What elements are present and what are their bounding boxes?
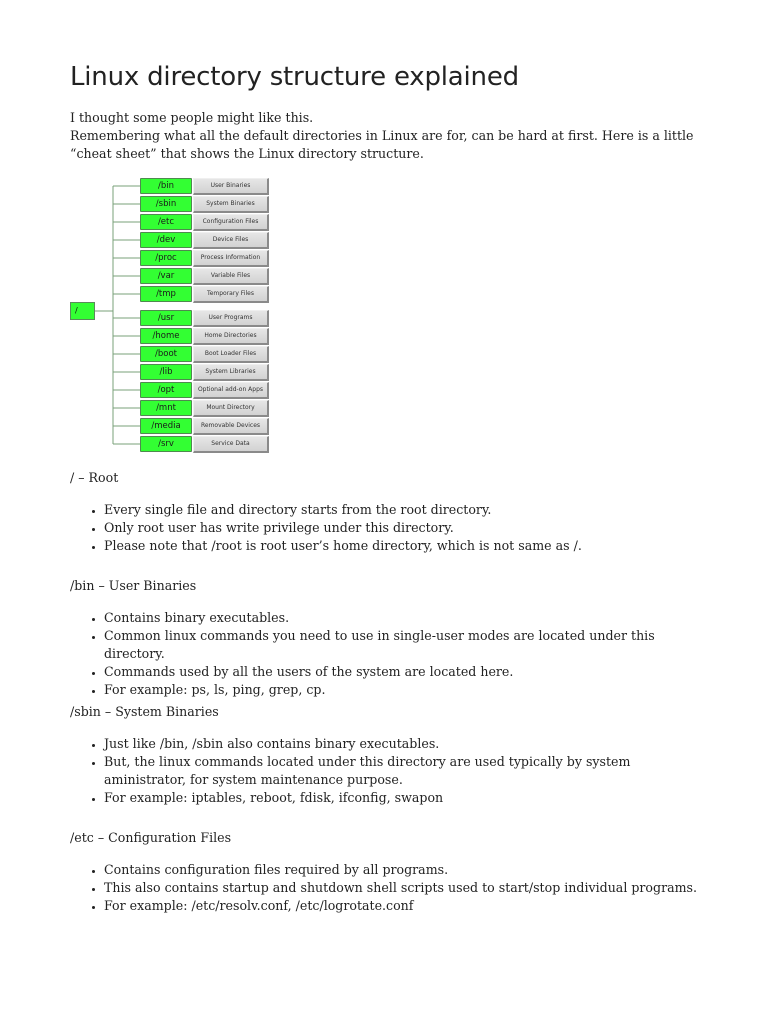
- dir-description: Temporary Files: [193, 286, 269, 303]
- dir-description: Home Directories: [193, 328, 269, 345]
- section-heading: /etc – Configuration Files: [70, 830, 232, 845]
- dir-node: /media: [140, 418, 192, 434]
- list-item: • Contains configuration files required by all programs.: [104, 861, 710, 879]
- dir-node: /dev: [140, 232, 192, 248]
- section-heading: /sbin – System Binaries: [70, 704, 219, 719]
- dir-node: /srv: [140, 436, 192, 452]
- page-title: Linux directory structure explained: [70, 62, 519, 92]
- dir-description: Configuration Files: [193, 214, 269, 231]
- content-section: [70, 829, 710, 915]
- dir-node: /etc: [140, 214, 192, 230]
- dir-node: /lib: [140, 364, 192, 380]
- list-item: • For example: iptables, reboot, fdisk, ifconfig, swapon: [104, 789, 710, 807]
- list-item: • Please note that /root is root user’s home directory, which is not same as /.: [104, 537, 710, 555]
- dir-description: Variable Files: [193, 268, 269, 285]
- dir-node: /mnt: [140, 400, 192, 416]
- dir-node: /opt: [140, 382, 192, 398]
- dir-description: Optional add-on Apps: [193, 382, 269, 399]
- dir-description: System Binaries: [193, 196, 269, 213]
- dir-description: Removable Devices: [193, 418, 269, 435]
- content-section: [70, 469, 710, 555]
- dir-node: /tmp: [140, 286, 192, 302]
- dir-node: /proc: [140, 250, 192, 266]
- dir-description: Boot Loader Files: [193, 346, 269, 363]
- bullet-list: [70, 609, 710, 699]
- dir-node: /home: [140, 328, 192, 344]
- content-section: [70, 703, 710, 807]
- dir-node: /sbin: [140, 196, 192, 212]
- dir-description: System Libraries: [193, 364, 269, 381]
- list-item: • This also contains startup and shutdown shell scripts used to start/stop individual programs.: [104, 879, 710, 897]
- section-heading: / – Root: [70, 470, 119, 485]
- list-item: • Common linux commands you need to use in single-user modes are located under this directory.: [104, 627, 710, 663]
- bullet-list: [70, 501, 710, 555]
- dir-node: /var: [140, 268, 192, 284]
- list-item: • But, the linux commands located under this directory are used typically by system aministrator, for system maintenance purpose.: [104, 753, 710, 789]
- dir-node: /usr: [140, 310, 192, 326]
- dir-description: Process Information: [193, 250, 269, 267]
- list-item: • Contains binary executables.: [104, 609, 710, 627]
- directory-tree-diagram: [70, 172, 270, 456]
- root-node: /: [70, 302, 95, 320]
- dir-description: User Binaries: [193, 178, 269, 195]
- bullet-list: [70, 735, 710, 807]
- section-heading: /bin – User Binaries: [70, 578, 197, 593]
- list-item: • Only root user has write privilege under this directory.: [104, 519, 710, 537]
- dir-description: User Programs: [193, 310, 269, 327]
- list-item: • For example: ps, ls, ping, grep, cp.: [104, 681, 710, 699]
- intro: [70, 109, 710, 163]
- list-item: • Just like /bin, /sbin also contains binary executables.: [104, 735, 710, 753]
- dir-node: /bin: [140, 178, 192, 194]
- list-item: • For example: /etc/resolv.conf, /etc/logrotate.conf: [104, 897, 710, 915]
- dir-node: /boot: [140, 346, 192, 362]
- list-item: • Every single file and directory starts from the root directory.: [104, 501, 710, 519]
- content-section: [70, 577, 710, 699]
- dir-description: Service Data: [193, 436, 269, 453]
- intro-line: I thought some people might like this.: [70, 110, 314, 125]
- dir-description: Mount Directory: [193, 400, 269, 417]
- bullet-list: [70, 861, 710, 915]
- list-item: • Commands used by all the users of the system are located here.: [104, 663, 710, 681]
- intro-line: Remembering what all the default directories in Linux are for, can be hard at first. Here is a little “cheat sheet” that shows the Linux directory structure.: [70, 128, 694, 161]
- dir-description: Device Files: [193, 232, 269, 249]
